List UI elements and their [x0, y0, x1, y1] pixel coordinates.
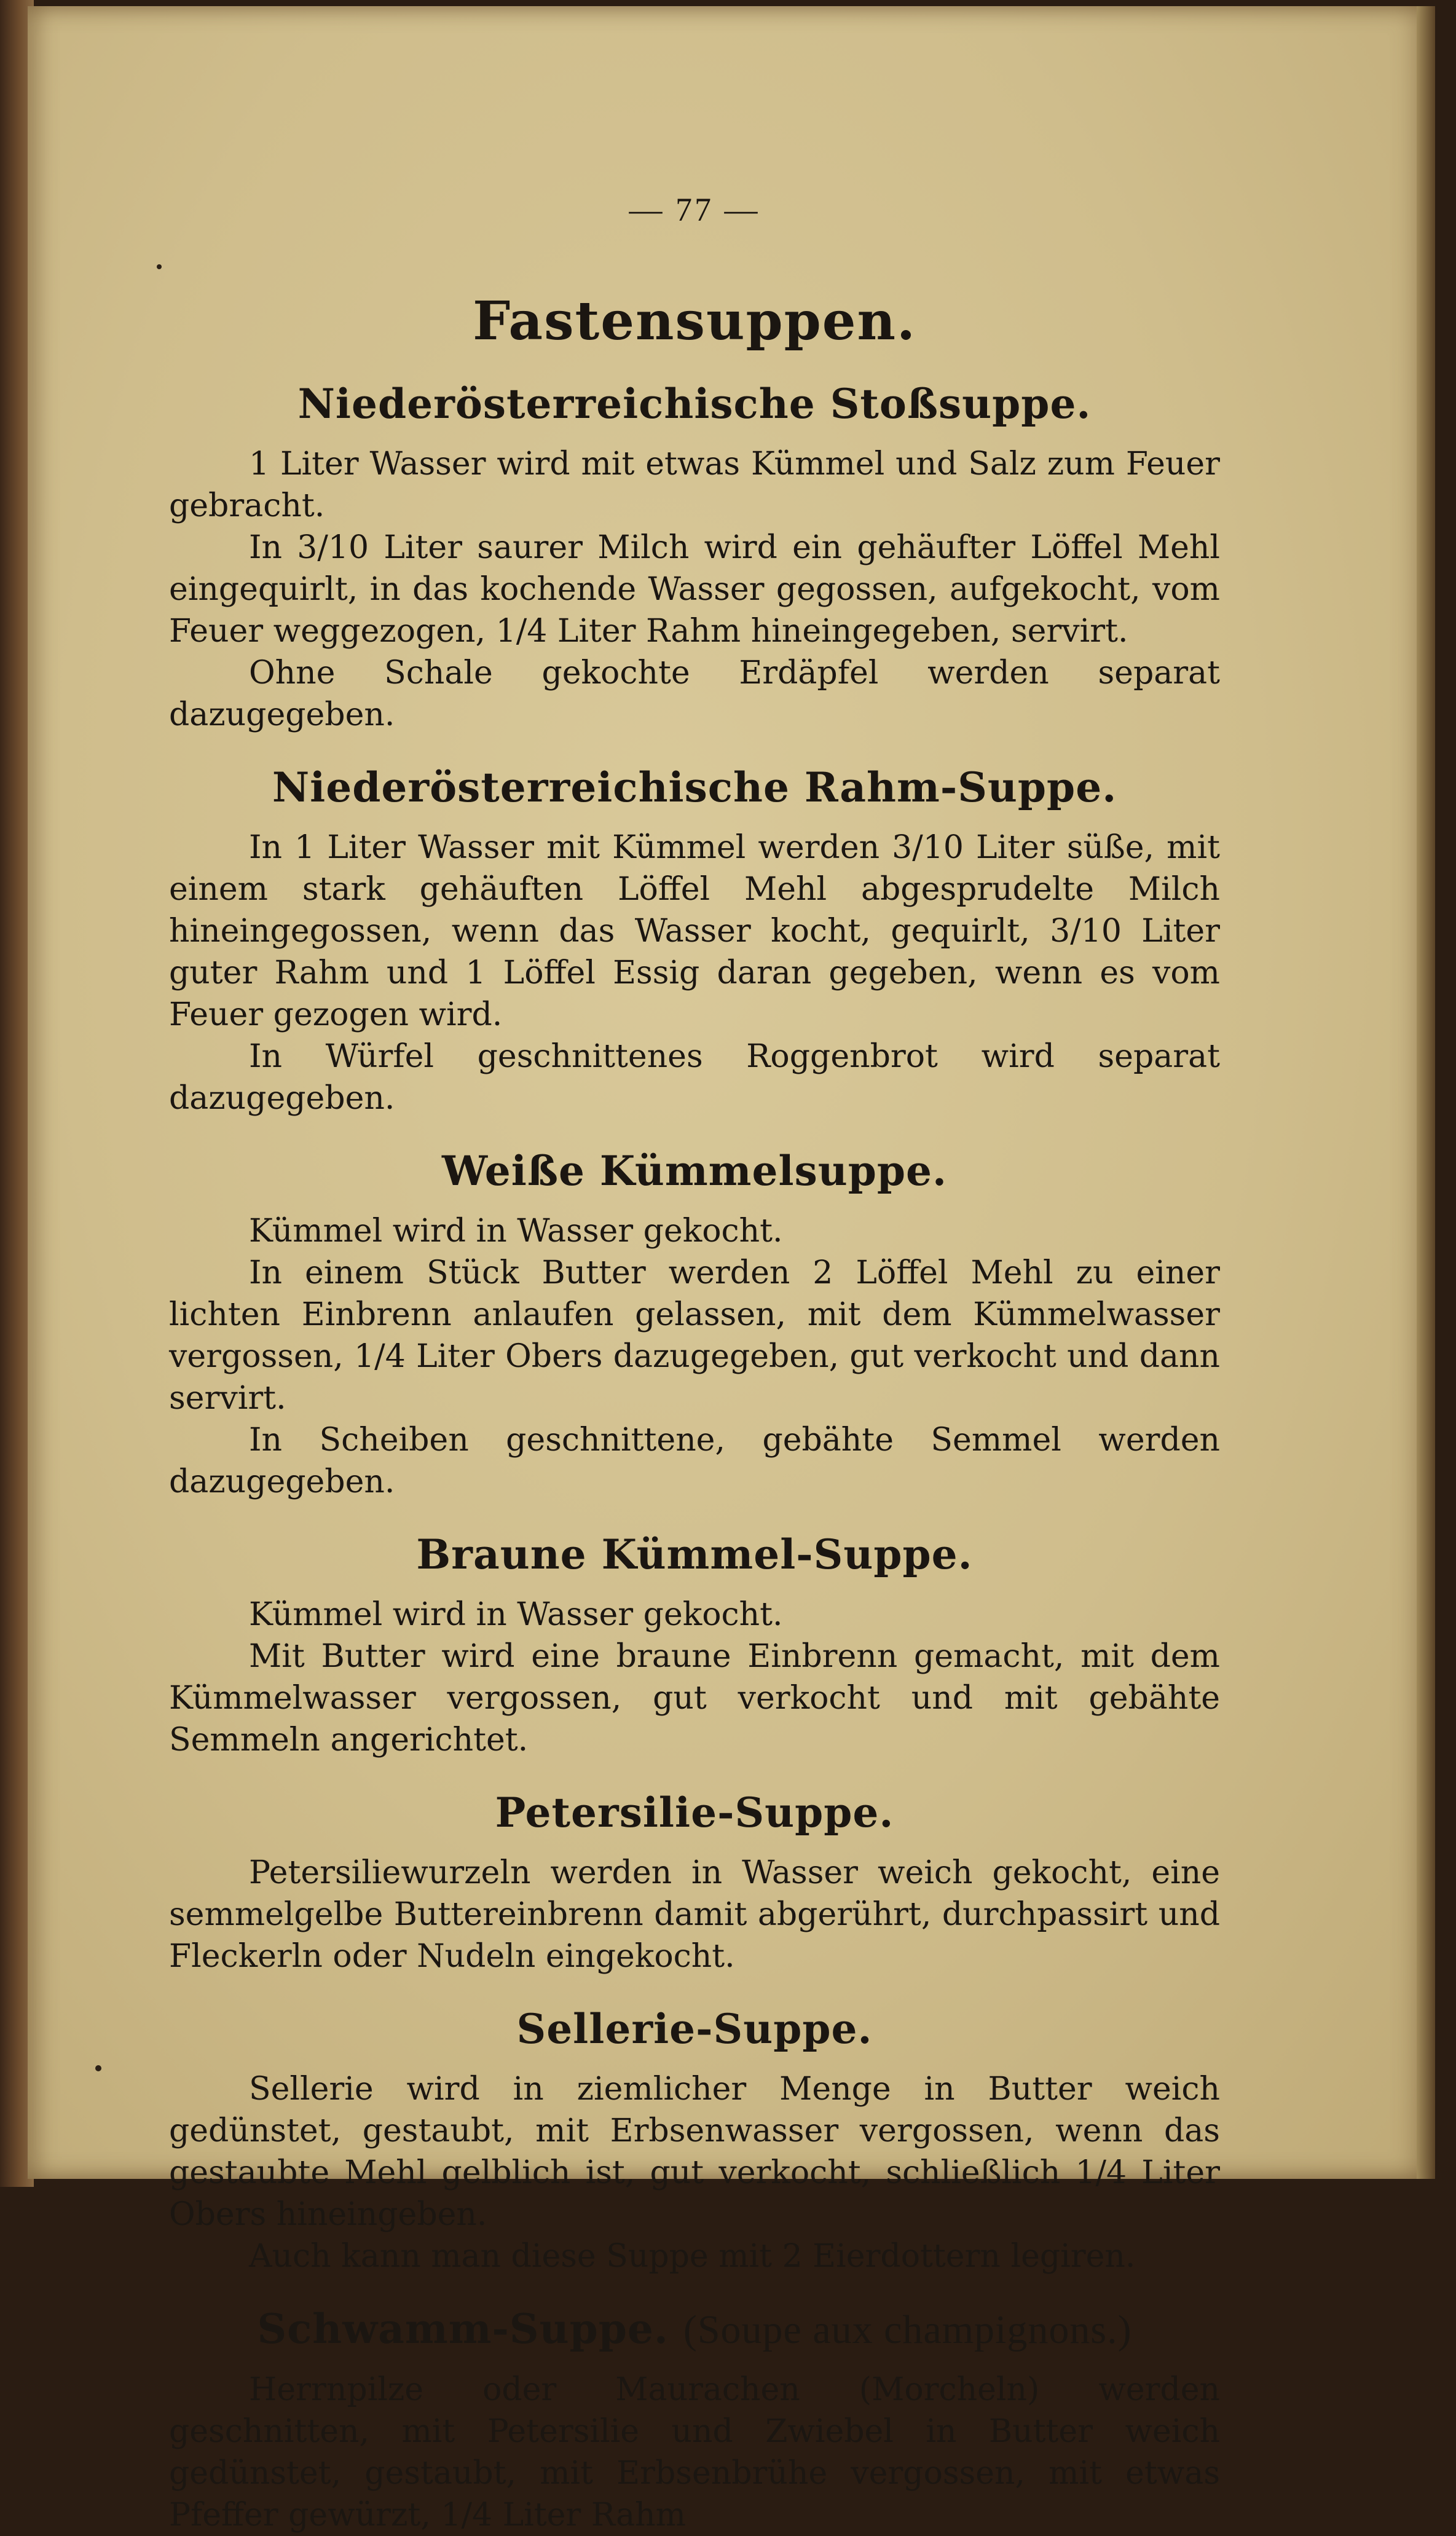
recipe — [169, 763, 1220, 1119]
recipe-paragraph: 1 Liter Wasser wird mit etwas Kümmel und Salz zum Feuer gebracht. — [169, 446, 1220, 524]
recipe-paragraph: Kümmel wird in Wasser gekocht. — [249, 1213, 783, 1250]
ink-speck — [95, 2065, 101, 2071]
recipe-paragraph: Auch kann man diese Suppe mit 2 Eierdottern legiren. — [249, 2238, 1136, 2275]
recipe-paragraph: Petersiliewurzeln werden in Wasser weich gekocht, eine semmelgelbe Buttereinbrenn damit abgerührt, durchpassirt und Fleckerln oder Nudeln eingekocht. — [169, 1854, 1220, 1975]
recipe-paragraph: In 3/10 Liter saurer Milch wird ein gehäufter Löffel Mehl eingequirlt, in das kochende Wasser gegossen, aufgekocht, vom Feuer weggezogen, 1/4 Liter Rahm hineingegeben, servirt. — [169, 529, 1220, 650]
recipe-paragraph: In einem Stück Butter werden 2 Löffel Mehl zu einer lichten Einbrenn anlaufen gelassen, mit dem Kümmelwasser vergossen, 1/4 Liter Obers dazugegeben, gut verkocht und dann servirt. — [169, 1254, 1220, 1417]
recipe-title-text: Schwamm-Suppe. — [257, 2305, 669, 2353]
recipe-paragraph: In Scheiben geschnittene, gebähte Semmel werden dazugegeben. — [169, 1422, 1220, 1500]
recipe — [169, 1789, 1220, 1977]
recipe-paragraph: Kümmel wird in Wasser gekocht. — [249, 1596, 783, 1633]
recipe-title: Weiße Kümmelsuppe. — [442, 1147, 947, 1195]
ink-speck — [157, 264, 162, 269]
recipe-subtitle: (Soupe aux champignons.) — [683, 2307, 1132, 2352]
recipe-title — [169, 2305, 1220, 2353]
recipe — [169, 2005, 1220, 2277]
recipe — [169, 1530, 1220, 1761]
recipe-paragraph: Mit Butter wird eine braune Einbrenn gemacht, mit dem Kümmelwasser vergossen, gut verkocht und mit gebähte Semmeln angerichtet. — [169, 1638, 1220, 1758]
recipe-paragraph: Ohne Schale gekochte Erdäpfel werden separat dazugegeben. — [169, 655, 1220, 733]
section-title: Fastensuppen. — [473, 290, 916, 352]
recipe — [169, 380, 1220, 736]
page-edge — [1417, 6, 1435, 2179]
recipe-paragraph: In Würfel geschnittenes Roggenbrot wird separat dazugegeben. — [169, 1038, 1220, 1117]
recipe-title: Sellerie-Suppe. — [516, 2005, 873, 2053]
recipe-title: Niederösterreichische Stoßsuppe. — [297, 380, 1092, 428]
recipe — [169, 2305, 1220, 2536]
recipe-title: Braune Kümmel-Suppe. — [416, 1530, 973, 1578]
recipe — [169, 1147, 1220, 1503]
recipe-title: Petersilie-Suppe. — [495, 1789, 894, 1837]
book-page — [28, 6, 1435, 2534]
page-number: — 77 — — [629, 191, 760, 228]
recipe-paragraph: In 1 Liter Wasser mit Kümmel werden 3/10 Liter süße, mit einem stark gehäuften Löffel Mehl abgesprudelte Milch hineingegossen, wenn das Wasser kocht, gequirlt, 3/10 Liter guter Rahm und 1 Löffel Essig daran gegeben, wenn es vom Feuer gezogen wird. — [169, 829, 1220, 1033]
recipe-title: Niederösterreichische Rahm-Suppe. — [272, 763, 1117, 811]
recipe-paragraph: Sellerie wird in ziemlicher Menge in Butter weich gedünstet, gestaubt, mit Erbsenwasser vergossen, wenn das gestaubte Mehl gelblich ist, gut verkocht, schließlich 1/4 Liter Obers hineingeben. — [169, 2071, 1220, 2233]
page-content — [169, 191, 1220, 2536]
recipe-paragraph: Herrnpilze oder Maurachen (Morcheln) werden geschnitten, mit Petersilie und Zwiebel in Butter weich gedünstet, gestaubt, mit Erbsenbrühe vergossen, mit etwas Pfeffer gewürzt, 1/4 Liter Rahm — [169, 2371, 1220, 2534]
